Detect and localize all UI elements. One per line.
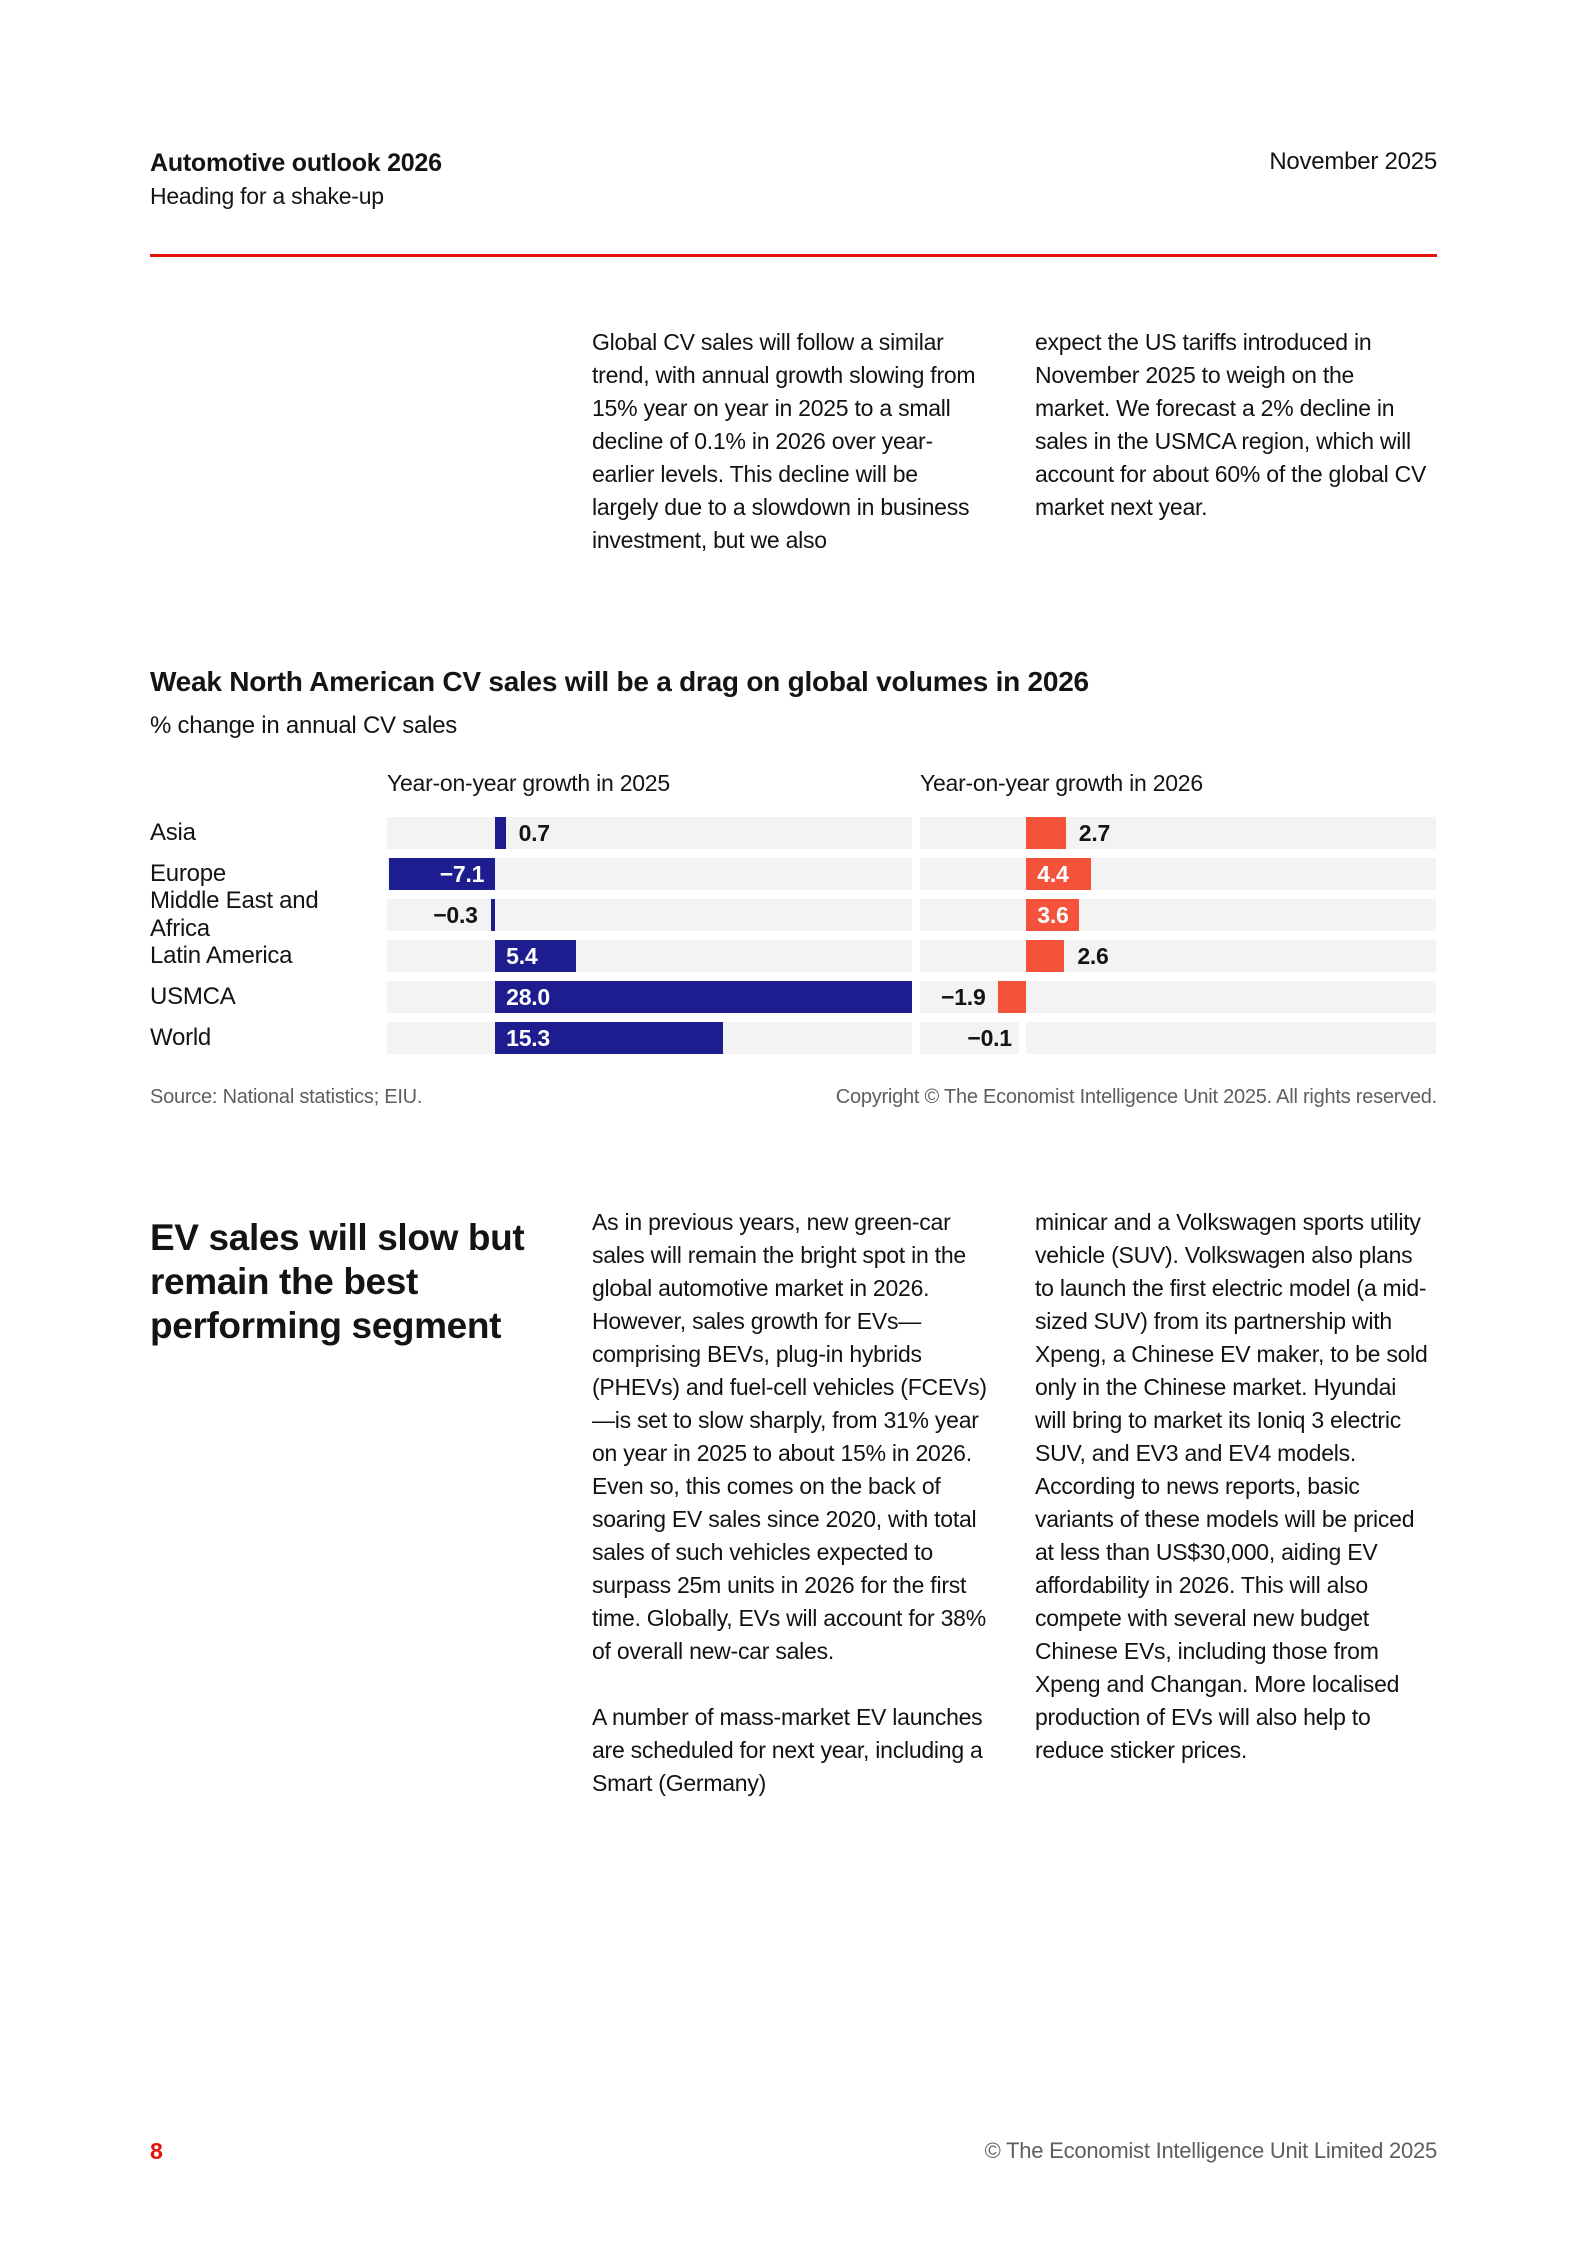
category-label: World (150, 1024, 212, 1051)
bar-track (920, 940, 1436, 972)
bar (1019, 1022, 1026, 1054)
chart-title: Weak North American CV sales will be a drag on global volumes in 2026 (150, 666, 1089, 697)
category-label: Asia (150, 819, 196, 846)
report-title: Automotive outlook 2026 (150, 149, 442, 177)
bar (1026, 940, 1064, 972)
intro-columns (592, 326, 1437, 557)
intro-column-1: Global CV sales will follow a similar trend, with annual growth slowing from 15% year on year in 2025 to a small decline of 0.1% in 2026 over year-earlier levels. This decline will be largely due to a slowdown in business investment, but we also (592, 329, 976, 553)
section-column-1 (592, 1206, 989, 1800)
chart-subtitle: % change in annual CV sales (150, 712, 458, 739)
chart-copyright: Copyright © The Economist Intelligence Unit 2025. All rights reserved. (835, 1086, 1437, 1108)
value-label: 0.7 (518, 819, 550, 846)
report-date: November 2025 (1269, 148, 1437, 175)
intro-column-2: expect the US tariffs introduced in November 2025 to weigh on the market. We forecast a 2% decline in sales in the USMCA region, which will account for about 60% of the global CV market next year. (1035, 329, 1427, 520)
section-paragraph-1: As in previous years, new green-car sales will remain the bright spot in the global automotive market in 2026. However, sales growth for EVs—comprising BEVs, plug-in hybrids (PHEVs) and fuel-cell vehicles (FCEVs)—is set to slow sharply, from 31% year on year in 2025 to about 15% in 2026. Even so, this comes on the back of soaring EV sales since 2020, with total sales of such vehicles expected to surpass 25m units in 2026 for the first time. Globally, EVs will account for 38% of overall new-car sales. (592, 1209, 987, 1664)
bar-track (920, 899, 1436, 931)
chart-source: Source: National statistics; EIU. (150, 1086, 423, 1108)
value-label: 2.6 (1077, 942, 1109, 969)
header-rule (150, 254, 1437, 257)
value-label: −0.3 (433, 901, 478, 928)
category-label: Latin America (150, 942, 293, 969)
category-label: USMCA (150, 983, 236, 1010)
value-label: 5.4 (506, 942, 538, 969)
value-label: 3.6 (1037, 901, 1069, 928)
footer-copyright: © The Economist Intelligence Unit Limited 2025 (984, 2138, 1437, 2163)
value-label: 28.0 (506, 983, 550, 1010)
chart-row (150, 1022, 1437, 1054)
bar (495, 981, 912, 1013)
bar-track (920, 981, 1436, 1013)
category-label: Middle East and Africa (150, 887, 319, 942)
value-label: 4.4 (1037, 860, 1069, 887)
chart-row (150, 817, 1437, 849)
section-columns (592, 1206, 1437, 1800)
chart-rows (150, 817, 1437, 1063)
section-column-2 (1035, 1206, 1432, 1800)
chart-row (150, 887, 1437, 942)
chart-row (150, 858, 1437, 890)
chart-panel-header-2025: Year-on-year growth in 2025 (387, 770, 670, 796)
section-paragraph-3: minicar and a Volkswagen sports utility vehicle (SUV). Volkswagen also plans to launch the first electric model (a mid-sized SUV) from its partnership with Xpeng, a Chinese EV maker, to be sold only in the Chinese market. Hyundai will bring to market its Ioniq 3 electric SUV, and EV3 and EV4 models. According to news reports, basic variants of these models will be priced at less than US$30,000, aiding EV affordability in 2026. This will also compete with several new budget Chinese EVs, including those from Xpeng and Changan. More localised production of EVs will also help to reduce sticker prices. (1035, 1209, 1428, 1763)
bar (998, 981, 1026, 1013)
bar-track (920, 1022, 1436, 1054)
page-number: 8 (150, 2138, 163, 2164)
value-label: −0.1 (967, 1024, 1012, 1051)
bar-track (387, 940, 912, 972)
chart-panel-header-2026: Year-on-year growth in 2026 (920, 770, 1203, 796)
value-label: 2.7 (1078, 819, 1111, 846)
section-paragraph-2: A number of mass-market EV launches are scheduled for next year, including a Smart (Germany) (592, 1704, 983, 1796)
category-label: Europe (150, 860, 226, 887)
chart-row (150, 940, 1437, 972)
value-label: −7.1 (439, 860, 485, 887)
bar (491, 899, 495, 931)
value-label: 15.3 (506, 1024, 550, 1051)
bar-track (387, 858, 912, 890)
bar-track (387, 1022, 912, 1054)
chart-row (150, 981, 1437, 1013)
bar (495, 817, 505, 849)
bar-track (387, 817, 912, 849)
report-subtitle: Heading for a shake-up (150, 183, 384, 209)
bar-track (387, 899, 912, 931)
bar-track (920, 858, 1436, 890)
section-heading: EV sales will slow but remain the best performing segment (150, 1217, 525, 1346)
value-label: −1.9 (941, 983, 986, 1010)
bar-track (387, 981, 912, 1013)
bar (1026, 817, 1066, 849)
bar-track (920, 817, 1436, 849)
